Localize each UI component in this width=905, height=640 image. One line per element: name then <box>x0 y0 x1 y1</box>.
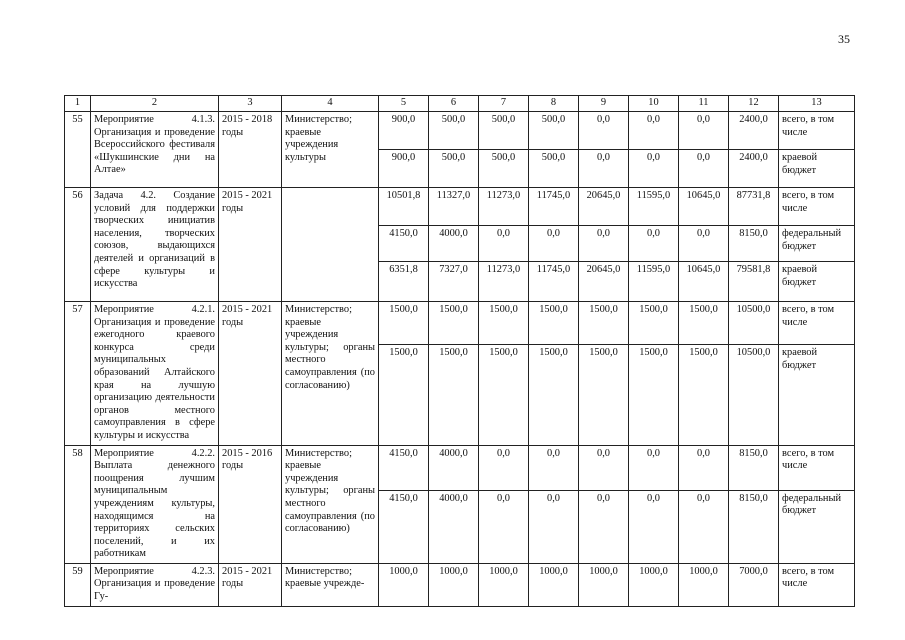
table-row <box>65 445 855 490</box>
funding-value: 4150,0 <box>379 445 429 490</box>
funding-value: 4150,0 <box>379 226 429 262</box>
funding-value: 11595,0 <box>629 262 679 302</box>
column-header: 13 <box>779 96 855 112</box>
funding-value: 1500,0 <box>579 302 629 345</box>
funding-value: 2400,0 <box>729 112 779 150</box>
funding-value: 0,0 <box>579 445 629 490</box>
funding-value: 0,0 <box>579 226 629 262</box>
activity-title: Мероприятие 4.2.3. Организация и проведение Гу- <box>91 563 219 606</box>
funding-value: 10500,0 <box>729 302 779 345</box>
activity-executor <box>282 188 379 302</box>
funding-value: 11273,0 <box>479 262 529 302</box>
funding-source: всего, в том числе <box>779 563 855 606</box>
row-number: 55 <box>65 112 91 188</box>
funding-value: 2400,0 <box>729 150 779 188</box>
funding-value: 11327,0 <box>429 188 479 226</box>
funding-value: 0,0 <box>529 490 579 563</box>
funding-value: 0,0 <box>579 490 629 563</box>
activity-executor: Министерство; краевые учреждения культуры; органы местного самоуправления (по согласованию) <box>282 445 379 563</box>
column-header: 5 <box>379 96 429 112</box>
funding-source: краевой бюджет <box>779 345 855 445</box>
funding-value: 0,0 <box>479 445 529 490</box>
activity-title: Мероприятие 4.2.1. Организация и проведение ежегодного краевого конкурса среди муниципальных образований Алтайского края на лучшую организацию деятельности органов местного самоуправления в сфере культуры и искусства <box>91 302 219 446</box>
funding-value: 4000,0 <box>429 445 479 490</box>
column-header: 6 <box>429 96 479 112</box>
table-row <box>65 302 855 345</box>
program-activities-table <box>64 95 855 607</box>
funding-value: 8150,0 <box>729 445 779 490</box>
funding-value: 1000,0 <box>379 563 429 606</box>
activity-period: 2015 - 2016 годы <box>219 445 282 563</box>
funding-value: 1500,0 <box>429 345 479 445</box>
funding-value: 79581,8 <box>729 262 779 302</box>
row-number: 56 <box>65 188 91 302</box>
funding-value: 7000,0 <box>729 563 779 606</box>
activity-title: Мероприятие 4.2.2. Выплата денежного поощрения лучшим муниципальным учреждениям культуры, находящимся на территориях сельских поселений, и их работникам <box>91 445 219 563</box>
activity-title: Задача 4.2. Создание условий для поддержки творческих инициатив населения, творческих союзов, выдающихся деятелей и организаций в сфере культуры и искусства <box>91 188 219 302</box>
funding-value: 0,0 <box>579 150 629 188</box>
funding-value: 0,0 <box>529 445 579 490</box>
row-number: 59 <box>65 563 91 606</box>
funding-source: краевой бюджет <box>779 150 855 188</box>
funding-value: 1500,0 <box>429 302 479 345</box>
column-header: 12 <box>729 96 779 112</box>
activity-executor: Министерство; краевые учрежде- <box>282 563 379 606</box>
funding-value: 1500,0 <box>529 345 579 445</box>
column-header: 11 <box>679 96 729 112</box>
funding-value: 900,0 <box>379 150 429 188</box>
funding-value: 0,0 <box>629 490 679 563</box>
funding-value: 4000,0 <box>429 490 479 563</box>
funding-value: 10645,0 <box>679 262 729 302</box>
funding-value: 1500,0 <box>679 345 729 445</box>
funding-source: всего, в том числе <box>779 302 855 345</box>
funding-value: 7327,0 <box>429 262 479 302</box>
funding-value: 10500,0 <box>729 345 779 445</box>
funding-value: 900,0 <box>379 112 429 150</box>
table-header-row <box>65 96 855 112</box>
funding-value: 11745,0 <box>529 188 579 226</box>
funding-source: федеральный бюджет <box>779 490 855 563</box>
funding-source: федеральный бюджет <box>779 226 855 262</box>
funding-value: 1500,0 <box>379 302 429 345</box>
funding-value: 8150,0 <box>729 490 779 563</box>
funding-value: 500,0 <box>529 150 579 188</box>
funding-value: 4150,0 <box>379 490 429 563</box>
funding-source: всего, в том числе <box>779 188 855 226</box>
funding-value: 6351,8 <box>379 262 429 302</box>
funding-value: 1500,0 <box>629 345 679 445</box>
row-number: 58 <box>65 445 91 563</box>
funding-value: 1000,0 <box>529 563 579 606</box>
column-header: 8 <box>529 96 579 112</box>
funding-value: 0,0 <box>629 445 679 490</box>
activity-executor: Министерство; краевые учреждения культуры <box>282 112 379 188</box>
activity-period: 2015 - 2021 годы <box>219 302 282 446</box>
funding-value: 8150,0 <box>729 226 779 262</box>
funding-value: 1500,0 <box>379 345 429 445</box>
page-number: 35 <box>838 32 850 46</box>
row-number: 57 <box>65 302 91 446</box>
funding-value: 1500,0 <box>529 302 579 345</box>
funding-value: 1000,0 <box>579 563 629 606</box>
activity-executor: Министерство; краевые учреждения культуры; органы местного самоуправления (по согласованию) <box>282 302 379 446</box>
funding-value: 11273,0 <box>479 188 529 226</box>
column-header: 10 <box>629 96 679 112</box>
funding-value: 0,0 <box>679 226 729 262</box>
funding-value: 1000,0 <box>429 563 479 606</box>
funding-value: 0,0 <box>629 112 679 150</box>
activity-period: 2015 - 2021 годы <box>219 188 282 302</box>
funding-value: 1500,0 <box>479 302 529 345</box>
funding-value: 87731,8 <box>729 188 779 226</box>
funding-value: 1500,0 <box>629 302 679 345</box>
column-header: 2 <box>91 96 219 112</box>
funding-value: 500,0 <box>479 112 529 150</box>
funding-value: 500,0 <box>429 150 479 188</box>
funding-value: 0,0 <box>529 226 579 262</box>
funding-value: 0,0 <box>679 445 729 490</box>
funding-source: всего, в том числе <box>779 445 855 490</box>
funding-value: 1000,0 <box>479 563 529 606</box>
funding-value: 1500,0 <box>679 302 729 345</box>
funding-value: 4000,0 <box>429 226 479 262</box>
column-header: 3 <box>219 96 282 112</box>
funding-value: 11745,0 <box>529 262 579 302</box>
funding-value: 0,0 <box>579 112 629 150</box>
activity-title: Мероприятие 4.1.3. Организация и проведение Всероссийского фестиваля «Шукшинские дни на Алтае» <box>91 112 219 188</box>
activity-period: 2015 - 2021 годы <box>219 563 282 606</box>
funding-value: 0,0 <box>479 490 529 563</box>
funding-value: 0,0 <box>679 150 729 188</box>
funding-value: 1000,0 <box>679 563 729 606</box>
funding-value: 20645,0 <box>579 262 629 302</box>
funding-value: 0,0 <box>679 490 729 563</box>
funding-value: 0,0 <box>629 150 679 188</box>
table-row <box>65 563 855 606</box>
activity-period: 2015 - 2018 годы <box>219 112 282 188</box>
funding-value: 10501,8 <box>379 188 429 226</box>
funding-value: 500,0 <box>529 112 579 150</box>
funding-value: 1000,0 <box>629 563 679 606</box>
funding-source: краевой бюджет <box>779 262 855 302</box>
funding-value: 500,0 <box>479 150 529 188</box>
funding-value: 0,0 <box>679 112 729 150</box>
column-header: 1 <box>65 96 91 112</box>
funding-value: 1500,0 <box>579 345 629 445</box>
funding-value: 20645,0 <box>579 188 629 226</box>
funding-value: 500,0 <box>429 112 479 150</box>
funding-value: 11595,0 <box>629 188 679 226</box>
funding-value: 0,0 <box>629 226 679 262</box>
table-row <box>65 112 855 150</box>
table-row <box>65 188 855 226</box>
column-header: 7 <box>479 96 529 112</box>
funding-value: 0,0 <box>479 226 529 262</box>
column-header: 4 <box>282 96 379 112</box>
column-header: 9 <box>579 96 629 112</box>
funding-value: 10645,0 <box>679 188 729 226</box>
funding-source: всего, в том числе <box>779 112 855 150</box>
funding-value: 1500,0 <box>479 345 529 445</box>
